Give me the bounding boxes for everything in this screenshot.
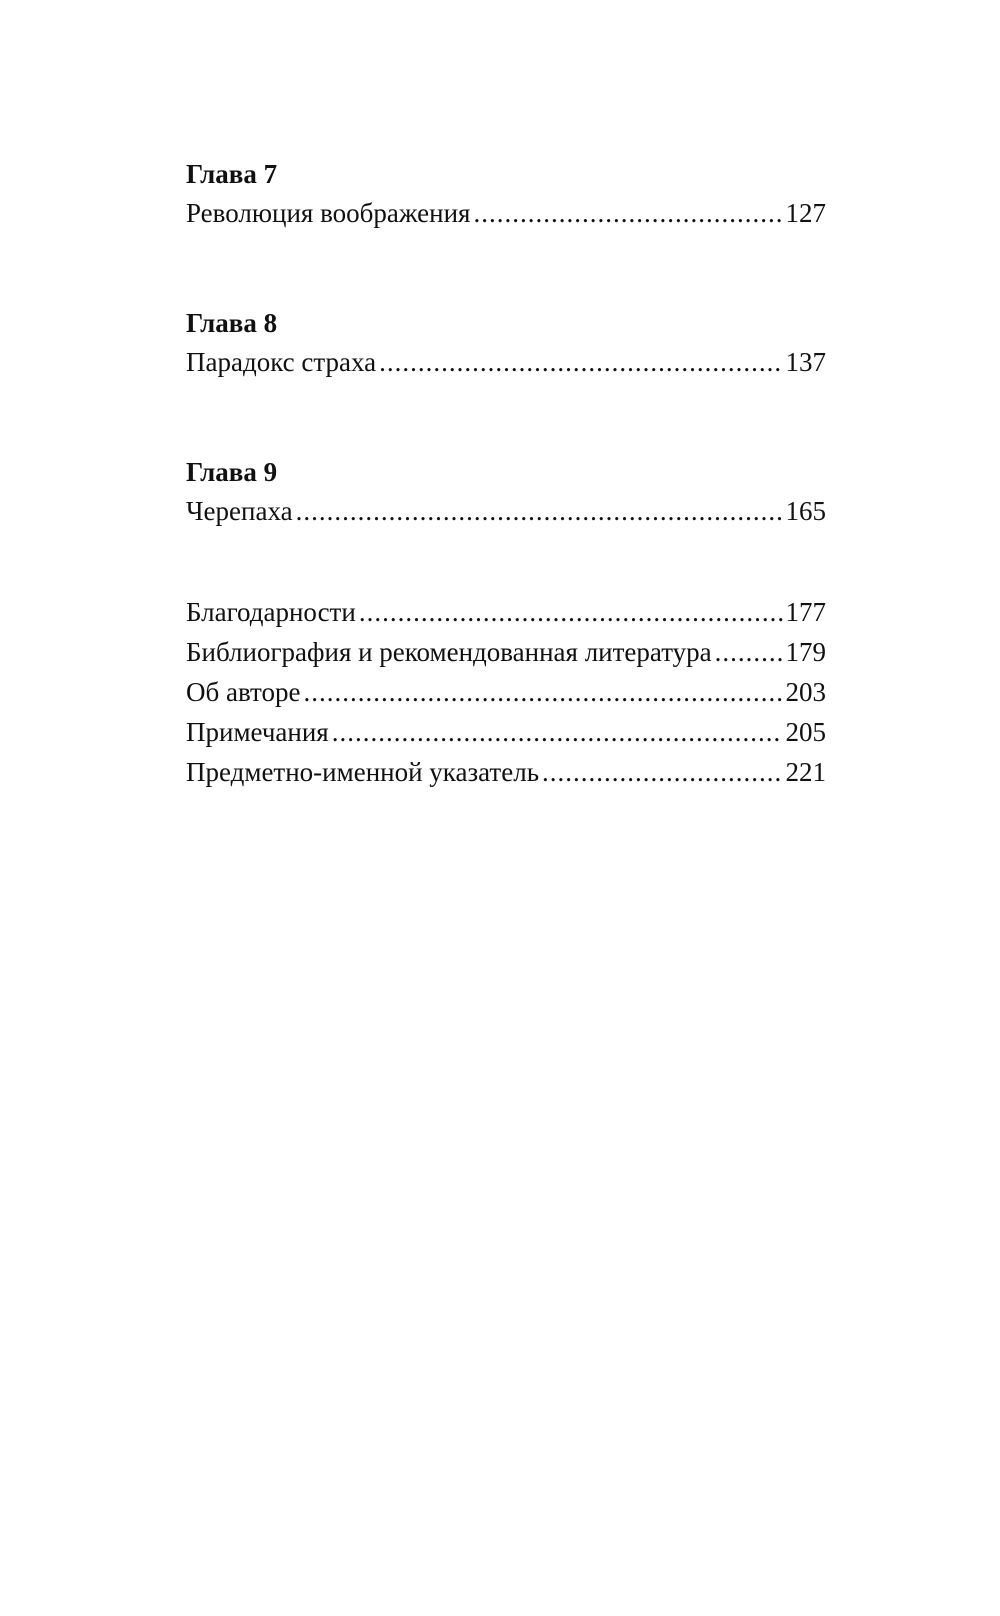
- entry-page-number: 179: [785, 637, 826, 667]
- chapter-label: Глава 8: [186, 308, 278, 338]
- chapter-label: Глава 7: [186, 159, 278, 189]
- entry-page-number: 127: [785, 198, 826, 228]
- entry-page-number: 137: [785, 347, 826, 377]
- entry-title: Благодарности: [186, 597, 356, 627]
- table-of-contents: [186, 155, 826, 792]
- entry-title: Предметно-именной указатель: [186, 757, 540, 787]
- dot-leader: [332, 712, 783, 752]
- entry-page-number: 165: [785, 496, 826, 526]
- toc-entry: [186, 491, 826, 531]
- dot-leader: [473, 193, 782, 233]
- entry-page-number: 205: [785, 717, 826, 747]
- entry-title: Библиография и рекомендованная литература: [186, 637, 712, 667]
- entry-title: Примечания: [186, 717, 329, 747]
- entry-title: Парадокс страха: [186, 347, 377, 377]
- dot-leader: [542, 752, 782, 792]
- toc-entry: [186, 712, 826, 752]
- dot-leader: [303, 672, 782, 712]
- toc-entry: [186, 672, 826, 712]
- toc-entry: [186, 193, 826, 233]
- back-matter-list: [186, 592, 826, 792]
- chapter-block: [186, 155, 826, 233]
- chapter-block: [186, 304, 826, 382]
- toc-entry: [186, 752, 826, 792]
- toc-entry: [186, 342, 826, 382]
- toc-entry: [186, 632, 826, 672]
- dot-leader: [359, 592, 783, 632]
- dot-leader: [379, 342, 782, 382]
- dot-leader: [296, 491, 783, 531]
- entry-title: Революция воображения: [186, 198, 471, 228]
- entry-page-number: 203: [785, 677, 826, 707]
- entry-page-number: 177: [785, 597, 826, 627]
- dot-leader: [715, 632, 783, 672]
- entry-title: Черепаха: [186, 496, 293, 526]
- chapter-label: Глава 9: [186, 457, 278, 487]
- toc-entry: [186, 592, 826, 632]
- chapter-block: [186, 453, 826, 531]
- entry-page-number: 221: [785, 757, 826, 787]
- entry-title: Об авторе: [186, 677, 301, 707]
